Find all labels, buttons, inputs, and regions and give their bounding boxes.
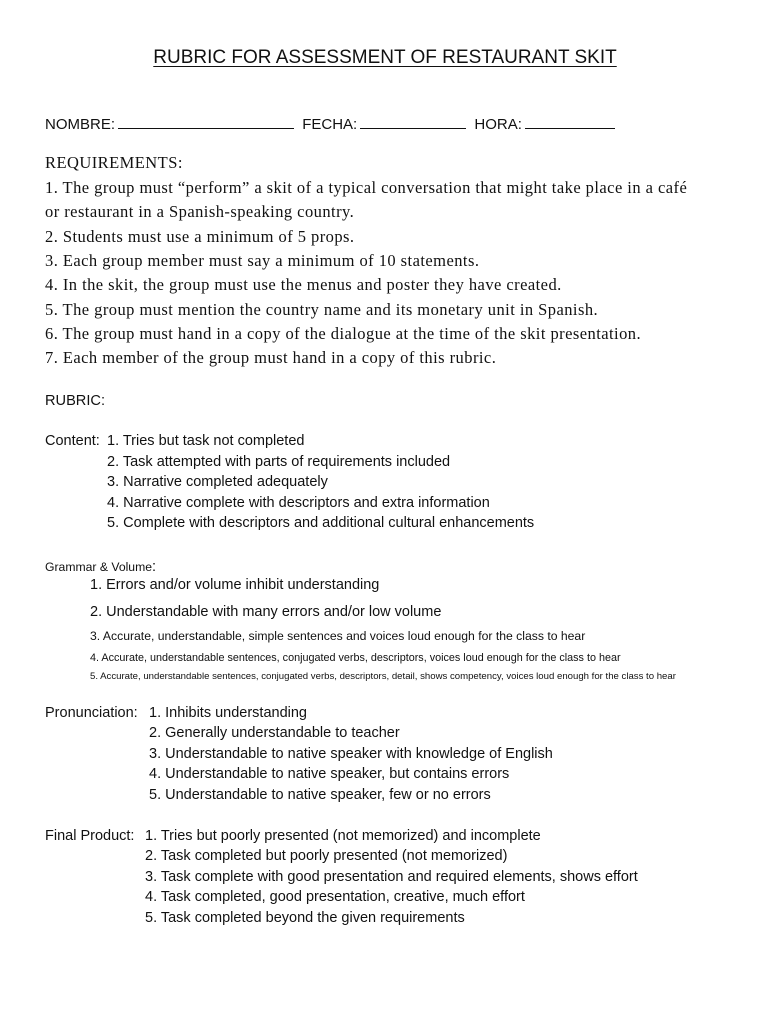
pronunciation-label: Pronunciation: <box>45 705 138 721</box>
rubric-heading: RUBRIC: <box>45 393 105 409</box>
final-product-item: 5. Task completed beyond the given requirements <box>145 910 465 926</box>
pronunciation-item: 4. Understandable to native speaker, but contains errors <box>149 766 510 782</box>
time-label: HORA: <box>474 116 522 133</box>
requirement-line: 6. The group must hand in a copy of the dialogue at the time of the skit presentation. <box>45 324 642 343</box>
final-product-item: 2. Task completed but poorly presented (not memorized) <box>145 848 508 864</box>
header-fields <box>45 114 619 133</box>
pronunciation-item: 1. Inhibits understanding <box>149 705 307 721</box>
requirement-line: 3. Each group member must say a minimum of 10 statements. <box>45 251 480 270</box>
pronunciation-item: 2. Generally understandable to teacher <box>149 725 400 741</box>
final-product-item: 1. Tries but poorly presented (not memorized) and incomplete <box>145 828 541 844</box>
name-blank[interactable] <box>118 114 294 129</box>
final-product-item: 4. Task completed, good presentation, creative, much effort <box>145 889 525 905</box>
content-item: 3. Narrative completed adequately <box>107 474 328 490</box>
content-label: Content: <box>45 433 100 449</box>
requirement-line: or restaurant in a Spanish-speaking country. <box>45 202 355 221</box>
content-item: 5. Complete with descriptors and additional cultural enhancements <box>107 515 535 531</box>
date-blank[interactable] <box>360 114 466 129</box>
grammar-item: 1. Errors and/or volume inhibit understanding <box>90 577 380 593</box>
page-title: RUBRIC FOR ASSESSMENT OF RESTAURANT SKIT <box>153 47 617 68</box>
requirement-line: 1. The group must “perform” a skit of a typical conversation that might take place in a café <box>45 178 688 197</box>
pronunciation-item: 3. Understandable to native speaker with knowledge of English <box>149 746 553 762</box>
pronunciation-item: 5. Understandable to native speaker, few or no errors <box>149 787 491 803</box>
grammar-item: 2. Understandable with many errors and/or low volume <box>90 604 442 620</box>
time-blank[interactable] <box>525 114 615 129</box>
grammar-item: 3. Accurate, understandable, simple sentences and voices loud enough for the class to hear <box>90 629 586 643</box>
final-product-item: 3. Task complete with good presentation and required elements, shows effort <box>145 869 638 885</box>
grammar-item: 5. Accurate, understandable sentences, conjugated verbs, descriptors, detail, shows competency, voices loud enough for the class to hear <box>90 671 676 682</box>
requirement-line: 4. In the skit, the group must use the menus and poster they have created. <box>45 275 562 294</box>
content-item: 4. Narrative complete with descriptors and extra information <box>107 495 490 511</box>
final-product-label: Final Product: <box>45 828 135 844</box>
name-label: NOMBRE: <box>45 116 116 133</box>
grammar-label: Grammar & Volume <box>45 560 153 574</box>
requirement-line: 7. Each member of the group must hand in a copy of this rubric. <box>45 348 497 367</box>
content-item: 2. Task attempted with parts of requirements included <box>107 454 451 470</box>
grammar-item: 4. Accurate, understandable sentences, conjugated verbs, descriptors, voices loud enough for the class to hear <box>90 652 621 664</box>
date-label: FECHA: <box>302 116 358 133</box>
requirements-heading: REQUIREMENTS: <box>45 153 183 172</box>
requirement-line: 5. The group must mention the country name and its monetary unit in Spanish. <box>45 300 599 319</box>
grammar-label-group <box>45 558 156 576</box>
grammar-colon: : <box>152 559 157 575</box>
content-item: 1. Tries but task not completed <box>107 433 305 449</box>
requirement-line: 2. Students must use a minimum of 5 props. <box>45 227 355 246</box>
